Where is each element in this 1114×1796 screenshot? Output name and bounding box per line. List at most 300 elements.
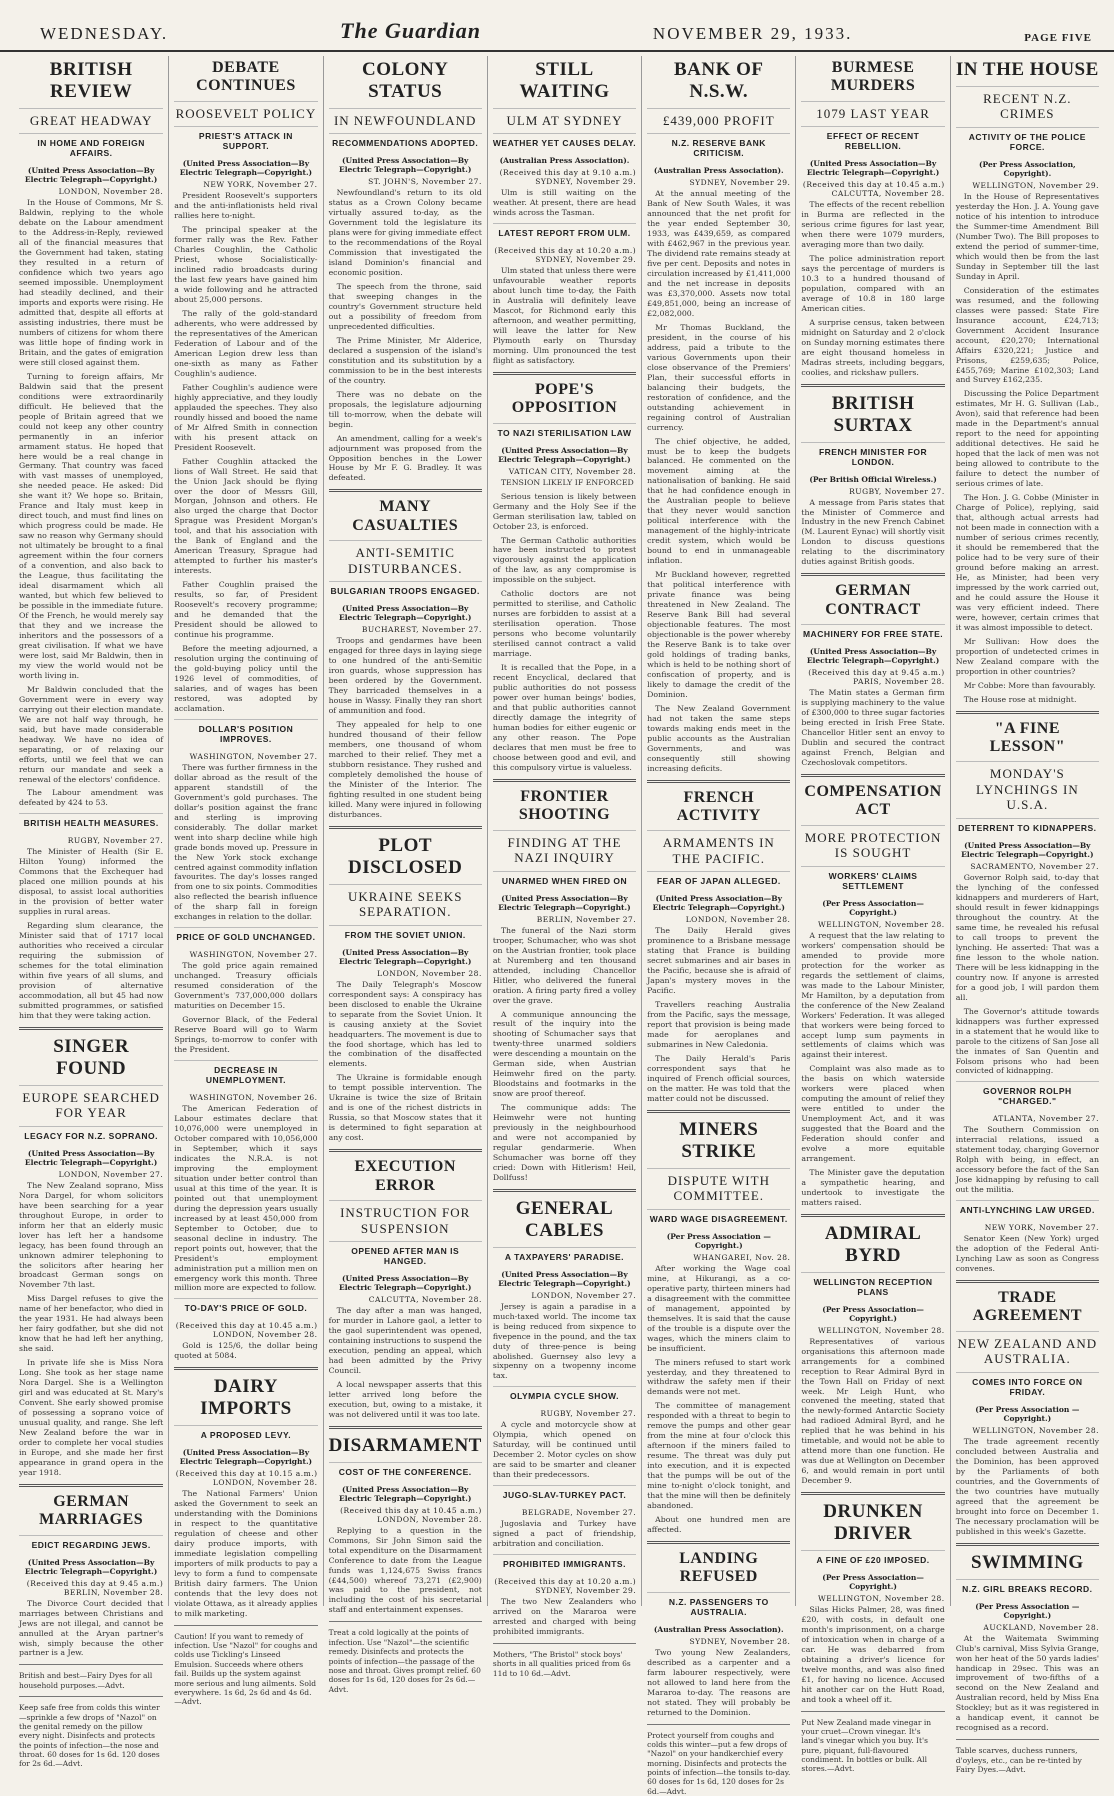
article-section-heading: JUGO-SLAV-TURKEY PACT. (493, 1485, 636, 1500)
article-section-heading: OLYMPIA CYCLE SHOW. (493, 1386, 636, 1401)
article (19, 1027, 163, 1478)
article-paragraph: The German Catholic authorities have been instructed to protest vigorously against the application of the law, as any compromise is impossible on the subject. (492, 535, 637, 585)
press-credit: (United Press Association—By Electric Telegraph—Copyright.) (338, 947, 472, 966)
article-section-heading: PROHIBITED IMMIGRANTS. (493, 1554, 636, 1569)
article-subhead: ARMAMENTS IN THE PACIFIC. (647, 830, 790, 866)
dateline: LONDON, November 27. (531, 1290, 637, 1300)
article-paragraph: There was further firmness in the dollar abroad as the result of the apparent standstill of the Government's gold purchases. The dollar's position against the franc and sterling is improving considerably. The dollar market went into sharp decline while high grade bonds moved up. Pressure in the New York stock exchange centred against commodity inflation favourites. The day's losses ranged from one to six points. Commodities also reflected the bearish influence of the sharp fall in foreign exchanges in relation to the dollar. (174, 762, 318, 922)
article (493, 1386, 636, 1480)
advertisement: Table scarves, duchess runners, d'oyleys, etc., can be re-tinted by Fairy Dyes.—Advt. (955, 1746, 1082, 1775)
article-paragraph: Mr Thomas Buckland, the president, in the course of his address, paid a tribute to the various Governments upon their close observance of the Premiers' Plan, their successful efforts in balancing their budgets, the restoration of confidence, and the outstanding achievement in regaining control of Australian currency. (647, 322, 791, 432)
column-1 (14, 56, 168, 1769)
article-section-heading: PRICE OF GOLD UNCHANGED. (174, 927, 317, 942)
dateline: WELLINGTON, November 28. (972, 1426, 1099, 1436)
article-section-heading: TO NAZI STERILISATION LAW (493, 423, 636, 438)
article-paragraph: The police administration report says the percentage of murders is 10.3 to a hundred thousand of population, compared with an average of 10.8 in 180 large American cities. (801, 254, 945, 314)
article-paragraph: At the Waitemata Swimming Club's carnival, Miss Sylvia Grange, won her heat of the 50 yards ladies' handicap in 29sec. This was an improvement of two-fifths of a second on the New Zealand and Australian record, held by Miss Ena Stockley; but as it was registered in a handicap event, it cannot be recognised as a record. (955, 1633, 1099, 1733)
article-paragraph: A communique announcing the result of the inquiry into the shooting of Schumacher says that twenty-three unarmed soldiers were descending a mountain on the German side, when Austrian Heimwehr fired on the party. Bloodstains and footmarks in the snow are proof thereof. (492, 1009, 637, 1099)
article-paragraph: The New Zealand soprano, Miss Nora Dargel, for whom solicitors have been searching for a year throughout Europe, in order to inform her that an elderly music lover has left her a handsome legacy, has been found through an unknown admirer telephoning to the solicitors after hearing her broadcast German songs on November 7th last. (19, 1180, 164, 1290)
article-divider (647, 1110, 790, 1113)
dateline: (Received this day at 9.45 a.m.) PARIS, November 28. (808, 668, 945, 687)
dateline: RUGBY, November 27. (849, 486, 945, 496)
article-section-heading: OPENED AFTER MAN IS HANGED. (329, 1241, 482, 1266)
article-paragraph: Serious tension is likely between Germany and the Holy See if the German sterilisation law, tabled on October 23, is enforced. (492, 491, 637, 531)
article-paragraph: The miners refused to start work yesterday, and they threatened to withdraw the safety men if their demands were not met. (647, 1357, 791, 1397)
press-credit: (Per Press Association — Copyright.) (975, 1405, 1080, 1424)
article-section-heading: A PROPOSED LEVY. (174, 1425, 317, 1440)
press-credit: (United Press Association—By Electric Telegraph—Copyright.) (338, 156, 472, 175)
article-section-heading: GOVERNOR ROLPH "CHARGED." (956, 1081, 1099, 1106)
article-headline: MINERS STRIKE (679, 1118, 759, 1162)
article-paragraph: Mr Buckland however, regretted that political interference with private finance was being threatened in New Zealand. The Reserve Bank Bill had several objectionable features. The most objectionable is the power whereby the Reserve Bank is to take over gold holdings of trading banks, which is held to be nothing short of confiscation of property, and is likely to damage the credit of the Dominion. (647, 570, 791, 699)
article-paragraph: The Labour amendment was defeated by 424 to 53. (19, 788, 164, 808)
masthead-title: The Guardian (340, 18, 482, 43)
article-paragraph: A cycle and motorcycle show at Olympia, which opened on Saturday, will be continued until December 2. Motor cycles on show are said to be smarter and cleaner than their predecessors. (492, 1420, 637, 1480)
article-paragraph: The Hon. J. G. Cobbe (Minister in Charge of Police), replying, said that, although actual arrests had not been made in connection with a number of serious crimes recently, it should be remembered that the police had to be very sure of their ground before making an arrest. He, as Minister, had been very impressed by the work carried out, and he could assure the House it was very efficient indeed. There were, however, certain crimes that it was almost impossible to detect. (955, 493, 1099, 632)
press-credit: (Australian Press Association). (653, 1624, 784, 1634)
article-headline: MANY CASUALTIES (352, 498, 459, 534)
article-section-heading: DETERRENT TO KIDNAPPERS. (956, 818, 1099, 833)
dateline: NEW YORK, November 27. (984, 1223, 1099, 1233)
article-divider (956, 1543, 1099, 1546)
article-subhead: ULM AT SYDNEY (493, 108, 636, 129)
article-headline: STILL WAITING (519, 59, 610, 102)
article-headline: DAIRY IMPORTS (200, 1376, 292, 1420)
article-paragraph: Turning to foreign affairs, Mr Baldwin said that the present conditions were extraordinarily difficult. He believed that the people of Britain agreed that we could not keep any other country permanently in an inferior armament status. He hoped that here would be a real change in Germany. That country was faced with vast masses of unemployed, she needed peace. He asked: Did she want it? We hope so. Britain, France and Italy must keep in direct touch, and must find lines on which progress could be made. He saw no reason why Germany should not ultimately be brought to a final agreement within the four corners of a convention, and also back to the League, thus facilitating the ideal disarmament which all wanted, but which few believed to be possible in the immediate future. Of the French, he would merely say that they and we increase the inheritors and the possessors of a great civilisation. If what we have were lost, said Mr Baldwin, then in my view the world would not be worth living in. (19, 371, 164, 680)
article (956, 1081, 1099, 1195)
article-section-heading: BULGARIAN TROOPS ENGAGED. (329, 581, 482, 596)
press-credit: (United Press Association—By Electric Telegraph—Copyright.) (338, 604, 472, 623)
article (956, 59, 1099, 705)
article-paragraph: The Prime Minister, Mr Alderice, declared a suspension of the island's constitution and its substitution by a commission to be in the best interests of the country. (328, 335, 482, 385)
article (174, 1367, 317, 1618)
press-credit: (Per Press Association—Copyright.) (822, 898, 924, 917)
article-paragraph: The National Farmers' Union asked the Government to seek an understanding with the Dominions in respect to the quantitative regulation of cheese and other dairy produce imports, with immediate legislation compelling importers of milk products to pay a levy to form a fund to compensate British dairy farmers. The Union contends that the levy does not violate Ottawa, as it already applies to milk marketing. (174, 1489, 318, 1618)
article-headline: SINGER FOUND (53, 1035, 130, 1079)
column-6 (795, 56, 949, 1774)
dateline: CALCUTTA, November 28. (368, 1295, 482, 1305)
dateline: WELLINGTON, November 29. (972, 181, 1099, 191)
article (647, 59, 790, 774)
article-paragraph: Governor Rolph said, to-day that the lynching of the confessed kidnappers and murderers of Hart, should result in fewer kidnappings throughout the country. At the same time, he revealed his refusal to call troops to prevent the lynching. He asserted: That was a fine lesson to the whole nation. There will be less kidnapping in the country now. If anyone is arrested for a good job, I will pardon them all. (955, 873, 1099, 1002)
article-section-heading: DOLLAR'S POSITION IMPROVES. (174, 719, 317, 744)
article-section-heading: FROM THE SOVIET UNION. (329, 925, 482, 940)
press-credit: (United Press Association—By Electric Telegraph—Copyright.) (498, 1269, 631, 1288)
article-divider (801, 774, 944, 777)
press-credit: (Australian Press Association). (653, 166, 784, 176)
article-section-heading: WARD WAGE DISAGREEMENT. (647, 1209, 790, 1224)
article-section-heading: WEATHER YET CAUSES DELAY. (493, 133, 636, 148)
article-paragraph: Jersey is again a paradise in a much-taxed world. The income tax is being reduced from sixpence to fivepence in the pound, and the tax duty of three-pence is being abolished. Guernsey also levy a sixpenny on a twopenny income tax. (492, 1301, 637, 1381)
article-section-heading: EDICT REGARDING JEWS. (19, 1535, 163, 1550)
article-paragraph: The day after a man was hanged, for murder in Lahore gaol, a letter to the gaol superintendent was opened, containing instructions to suspend the execution, pending an appeal, which had been admitted by the Privy Council. (328, 1306, 482, 1375)
dateline: WELLINGTON, November 28. (818, 919, 945, 929)
article-section-heading: UNARMED WHEN FIRED ON (493, 871, 636, 886)
dateline: (Received this day at 9.45 a.m.) BERLIN, November 28. (26, 1578, 164, 1597)
article-headline: BANK OF N.S.W. (674, 59, 764, 102)
dateline: WASHINGTON, November 27. (189, 950, 318, 960)
article-section-heading: A FINE OF £20 IMPOSED. (801, 1550, 944, 1565)
advert-divider (493, 1643, 636, 1644)
article-paragraph: A request that the law relating to workers' compensation should be amended to provide more protection for the worker as regards the settlement of claims, was made to the Labour Minister, Mr Hamilton, by a deputation from the conference of the New Zealand Workers' Federation. It was alleged that workers were being forced to accept lump sum payments in settlements of claims which was against their interest. (801, 930, 945, 1060)
press-credit: (United Press Association—By Electric Telegraph—Copyright.) (24, 1557, 158, 1576)
article (801, 774, 944, 1208)
article-divider (801, 1492, 944, 1495)
dateline: (Received this day at 10.45 a.m.) LONDON, November 28. (175, 1321, 318, 1340)
article-headline: SWIMMING (970, 1551, 1084, 1573)
article-headline: FRENCH ACTIVITY (676, 788, 761, 824)
article (956, 1280, 1099, 1537)
article-headline: POPE'S OPPOSITION (511, 380, 618, 417)
advertisement: Treat a cold logically at the points of infection. Use "Nazol"—the scientific remedy. Disinfects and protects the points of infection—the passage of the nose and throat. Gives prompt relief. 60 doses for 1s 6d, 120 doses for 2s 6d.—Advt. (328, 1628, 481, 1694)
article (956, 711, 1099, 1077)
article-paragraph: The House rose at midnight. (963, 694, 1077, 704)
dateline: (Received this day at 9.10 a.m.) SYDNEY, November 29. (499, 168, 637, 187)
article-divider (329, 1149, 482, 1152)
article-section-heading: TO-DAY'S PRICE OF GOLD. (174, 1298, 317, 1313)
article-section-heading: COST OF THE CONFERENCE. (329, 1462, 482, 1477)
article-paragraph: After working the Wage coal mine, at Hikurangi, as a co-operative party, thirteen miners had a disagreement with the committee of management, appointed by themselves. It is said that the cause of the trouble is a dispute over the wages, which the miners claim to be insufficient. (647, 1263, 791, 1353)
article-headline: GENERAL CABLES (515, 1197, 614, 1241)
article-paragraph: The Southern Commission on interracial relations, issued a statement today, charging Governor Rolph with being, in effect, an accessory before the fact of the San Jose kidnapping by refusing to call out the militia. (955, 1125, 1099, 1195)
article-headline: "A FINE LESSON" (989, 719, 1066, 755)
article-subhead: RECENT N.Z. CRIMES (956, 86, 1099, 122)
column-7 (950, 56, 1104, 1775)
masthead-page-number: PAGE FIVE (1024, 32, 1092, 44)
article-paragraph: Catholic doctors are not permitted to sterilise, and Catholic nurses are forbidden to assist at a sterilisation operation. Those persons who become voluntarily sterilised cannot contract a valid marriage. (492, 589, 637, 659)
article-headline: DEBATE CONTINUES (196, 59, 296, 95)
article-paragraph: The funeral of the Nazi storm trooper, Schumacher, who was shot on the Austrian frontier, took place at Nuremberg and ten thousand attended, including Chancellor Hitler, who delivered the funeral oration. A firing party fired a volley over the grave. (492, 925, 637, 1005)
article-subhead: MONDAY'S LYNCHINGS IN U.S.A. (956, 761, 1099, 813)
column-3 (323, 56, 487, 1694)
dateline: WASHINGTON, November 26. (189, 1093, 318, 1103)
advert-divider (647, 1724, 790, 1725)
article-paragraph: The effects of the recent rebellion in Burma are reflected in the serious crime figures for last year, when there were 1079 murders, averaging more than two daily. (801, 200, 945, 250)
article-paragraph: The American Federation of Labour estimates declare that 10,076,000 were unemployed in October compared with 10,056,000 in September, which it says indicates the N.R.A. is not improving the employment situation under better control than usual at this time of the year. It is pointed out that unemployment during the depression years usually increased by at least 450,000 from September to October, due to seasonal decline in industry. The report points out, however, that the President's employment administration put a million men on emergency work this month. Three million more are expected to follow. (174, 1104, 318, 1293)
article-section-heading: DECREASE IN UNEMPLOYMENT. (174, 1060, 317, 1085)
article-paragraph: The Governor's attitude towards kidnappers was further expressed in a statement that he would like to parole to the citizens of San Jose all the inmates of San Quentin and Folsom prisons who had been convicted of kidnapping. (955, 1006, 1099, 1076)
article-paragraph: The Matin states a German firm is supplying machinery to the value of £300,000 to three sugar factories being erected in Irish Free State. Chancellor Hitler sent an envoy to Dublin and secured the contract against French, Belgian and Czechoslovak competitors. (801, 688, 945, 767)
article-paragraph: Regarding slum clearance, the Minister said that of 1717 local authorities who received a circular requiring the submission of schemes for the total elimination within five years of all slums, and provision of alternative accommodation, all but 45 had now submitted programmes, or satisfied him that they were taking action. (19, 921, 164, 1020)
article-paragraph: In the House of Commons, Mr S. Baldwin, replying to the whole debate on the Labour amendment to the Address-in-Reply, reviewed all of the financial measures that the Government had taken, stating they resulted in a return of confidence which two years ago seemed impossible. Unemployment had steadily declined, and their imports and exports were rising. He admitted that, despite all efforts at assisting industries, there must be numbers of citizens for whom there was little hope of finding work in Britain, and the gates of emigration were still closed against them. (19, 198, 164, 367)
dateline: WELLINGTON, November 28. (818, 1593, 945, 1603)
advert-divider (801, 1711, 944, 1712)
columns-container (14, 56, 1104, 1796)
article-subhead: IN NEWFOUNDLAND (329, 108, 482, 129)
article-divider (493, 1189, 636, 1192)
dateline: RUGBY, November 27. (67, 836, 164, 846)
article-paragraph: Replying to a question in the Commons, Sir John Simon said the total expenditure on the Disarmament Conference to date from the League funds was 1,124,675 Swiss francs (£44,500) whereof 73,271 (£2,900) was paid to the president, not including the cost of his secretarial staff and entertainment expenses. (328, 1525, 482, 1615)
press-credit: (Per Press Association—Copyright.) (822, 1572, 924, 1591)
article-section-heading: EFFECT OF RECENT REBELLION. (801, 126, 944, 151)
article (329, 489, 482, 819)
article (19, 813, 163, 1020)
dateline: WHANGAREI, Nov. 28. (693, 1252, 791, 1262)
article-subhead: ROOSEVELT POLICY (174, 101, 317, 122)
article-paragraph: Travellers reaching Australia from the Pacific, says the message, report that provision is being made made for aeroplanes and submarines in New Caledonia. (647, 1000, 791, 1050)
article-paragraph: The Divorce Court decided that marriages between Christians and Jews are not illegal, and cannot be annulled at the Aryan partner's wish, simply because the other partner is a Jew. (19, 1598, 164, 1658)
article (329, 59, 482, 483)
article-headline: GERMAN MARRIAGES (39, 1492, 144, 1529)
article (19, 59, 163, 808)
article (493, 1485, 636, 1549)
article-paragraph: TENSION LIKELY IF ENFORCED (500, 477, 634, 487)
article (329, 1149, 482, 1420)
advertisement: Protect yourself from coughs and colds this winter—put a few drops of "Nazol" on your handkerchief every morning. Disinfects and protects the points of infection—the tonsils to-day. 60 doses for 1s 6d, 120 doses for 2s 6d.—Advt. (647, 1730, 791, 1796)
article-paragraph: Father Coughlin attacked the lions of Wall Street. He said that the Union Jack should be flying over the door of Messrs Gill, Morgan, Johnson and others. He also urged the charge that Doctor Sprague was President Morgan's tool, and that his association with the Bank of England and the American Treasury, Sprague had attempted to further his master's interests. (174, 456, 318, 576)
article-divider (329, 826, 482, 829)
dateline: (Received this day at 10.20 a.m.) SYDNEY, November 29. (494, 1577, 637, 1596)
dateline: LONDON, November 28. (58, 187, 164, 197)
article (174, 1298, 317, 1361)
dateline: BERLIN, November 27. (536, 914, 637, 924)
article (493, 223, 636, 366)
advertisement: Caution! If you want to remedy of infection. Use "Nazol" for coughs and colds use Tickling's Linseed Emulsion. Succeeds where others fail. Builds up the system against more serious and lung ailments. Sold everywhere. 1s 6d, 2s 6d and 4s 6d.—Advt. (174, 1631, 318, 1707)
press-credit: (United Press Association—By Electric Telegraph—Copyright.) (338, 1484, 472, 1503)
article-paragraph: The committee of management responded with a threat to begin to remove the pumps and other gear from the mine at four o'clock this afternoon if the miners failed to resume. The threat was duly put into execution, and it is expected that the pumps will be out of the mine to-night o'clock tonight, and that the mine will then be definitely abandoned. (647, 1401, 791, 1511)
article (801, 1214, 944, 1486)
article-headline: ADMIRAL BYRD (824, 1222, 922, 1266)
article-headline: IN THE HOUSE (955, 59, 1099, 80)
article-paragraph: About one hundred men are affected. (647, 1515, 791, 1535)
press-credit: (United Press Association—By Electric Telegraph—Copyright.) (498, 893, 631, 912)
article-paragraph: The Daily Herald's Paris correspondent says that he inquired of French official sources, on the matter. He was told that the matter could not be discussed. (647, 1054, 791, 1103)
article-paragraph: Discussing the Police Department estimates, Mr H. G. Sullivan (Lab., Avon), said that reference had been made in the Department's annual report to the need for appointing additional detectives. He said he hoped that the lack of men was not being allowed to contribute to the failure to detect the number of serious crimes of late. (955, 389, 1099, 489)
article (801, 59, 944, 378)
article-subhead: ANTI-SEMITIC DISTURBANCES. (329, 540, 482, 576)
article-section-heading: LATEST REPORT FROM ULM. (493, 223, 636, 238)
article-paragraph: In private life she is Miss Nora Long. She took as her stage name Nora Dargel. She is a Wellington girl and was educated at St. Mary's Convent. She early showed promise of possessing a soprano voice of unusual quality, and range. She left New Zealand before the war in order to complete her vocal studies in Europe, and she made her first appearance in grand opera in the year 1918. (19, 1358, 164, 1477)
article-headline: FRONTIER SHOOTING (518, 787, 611, 824)
article-divider (329, 489, 482, 492)
article-paragraph: The Daily Telegraph's Moscow correspondent says: A conspiracy has been disclosed to enable the Ukraine to separate from the Soviet Union. It is causing anxiety at the Soviet headquarters. The movement is due to the food shortage, which has led to the combination of the disaffected elements. (328, 979, 482, 1069)
article (801, 573, 944, 768)
dateline: SACRAMENTO, November 27. (970, 862, 1099, 872)
article-section-heading: WELLINGTON RECEPTION PLANS (801, 1272, 944, 1297)
article-paragraph: The Ukraine is formidable enough to tempt possible intervention. The Ukraine is twice the size of Britain and is one of the richest districts in Russia, so that Moscow states that it is determined to fight separation at any cost. (328, 1073, 482, 1143)
advert-divider (174, 1625, 317, 1626)
article-subhead: GREAT HEADWAY (19, 108, 163, 129)
press-credit: (United Press Association—By Electric Telegraph—Copyright.) (179, 159, 313, 178)
masthead-date: NOVEMBER 29, 1933. (652, 24, 853, 43)
article-paragraph: There was no debate on the proposals, the legislature adjourning till to-morrow, when the debate will begin. (328, 389, 482, 429)
article-subhead: DISPUTE WITH COMMITTEE. (647, 1168, 790, 1204)
dateline: LONDON, November 27. (58, 1169, 164, 1179)
dateline: WELLINGTON, November 28. (818, 1325, 945, 1335)
advert-divider (19, 1664, 163, 1665)
article-divider (956, 1280, 1099, 1283)
article-divider (493, 372, 636, 375)
article-divider (19, 1027, 163, 1030)
press-credit: (United Press Association—By Electric Telegraph—Copyright.) (498, 445, 631, 464)
article-paragraph: At the annual meeting of the Bank of New South Wales, it was announced that the net profit for the year ended September 30, 1933, was £439,659, as compared with £462,967 in the previous year. The dividend rate remains steady at five per cent. Deposits and notes in circulation increased by £1,411,000 and the net increase in deposits was £3,370,000. Assets now total £49,851,000, being an increase of £2,082,000. (647, 189, 791, 318)
article-paragraph: The two New Zealanders who arrived on the Mararoa were arrested and charged with being prohibited immigrants. (492, 1597, 637, 1637)
article-paragraph: The chief objective, he added, must be to keep the budgets balanced. He commented on the movement aiming at the nationalisation of banking. He said that he had confidence enough in the Australian people to believe that they never would sanction political interference with the management of the highly-intricate credit system, which would be bound to end in unmanageable inflation. (647, 436, 791, 566)
article (329, 1426, 482, 1616)
article (647, 1541, 790, 1718)
article-paragraph: Father Coughlin's audience were highly appreciative, and they loudly applauded the speeches. They also roundly hissed and booed the name of Mr Alfred Smith in connection with his present attack on President Roosevelt. (174, 382, 318, 452)
advert-divider (329, 1621, 482, 1622)
article-paragraph: An amendment, calling for a week's adjournment was proposed from the Opposition benches in the Lower House by Mr F. G. Bradley. It was defeated. (328, 433, 482, 483)
article-paragraph: Consideration of the estimates was resumed, and the following classes were passed: State Fire Insurance account, £24,713; Government Accident Insurance account, £20,270; International Affairs £320,221; Justice and Prisons, £259,635; Police, £455,769; Marine £102,303; Land and Survey £162,235. (955, 285, 1099, 385)
dateline: RUGBY, November 27. (540, 1409, 637, 1419)
press-credit: (Per Press Association — Copyright.) (666, 1231, 771, 1250)
article-subhead: UKRAINE SEEKS SEPARATION. (329, 884, 482, 920)
advertisement: Put New Zealand made vinegar in your cruet—Crown vinegar. It's land's vinegar which you buy. It's pure, piquant, full-flavoured condiment. In bottles or bulk. All stores.—Advt. (801, 1717, 932, 1774)
dateline: BUCHAREST, November 27. (361, 625, 482, 635)
article (493, 1554, 636, 1637)
article-divider (801, 384, 944, 387)
article-paragraph: Ulm stated that unless there were unfavourable weather reports about lunch time to-day, the Faith in Australia will definitely leave Mascot, for Richmond early this afternoon, and weather permitting, will leave the latter for New Plymouth early on Thursday morning. Ulm pronounced the test flight as satisfactory. (492, 266, 637, 365)
article-divider (647, 1541, 790, 1544)
article-paragraph: President Roosevelt's supporters and the anti-inflationists held rival rallies here to-night. (174, 191, 318, 221)
article-paragraph: The Minister gave the deputation a sympathetic hearing, and undertook to investigate the matters raised. (801, 1168, 945, 1207)
article (956, 1543, 1099, 1734)
article-paragraph: The Minister of Health (Sir E. Hilton Young) informed the Commons that the Exchequer had placed one million pounds at his disposal, to assist local authorities in the provision of better water supplies in rural areas. (19, 847, 164, 917)
article-section-heading: IN HOME AND FOREIGN AFFAIRS. (19, 133, 163, 158)
press-credit: (Australian Press Association). (499, 156, 630, 166)
article (493, 779, 636, 1183)
article-paragraph: Senator Keen (New York) urged the adoption of the Federal Anti-Lynching Law as soon as Congress convenes. (955, 1234, 1099, 1274)
column-5 (641, 56, 795, 1796)
article-headline: COLONY STATUS (362, 59, 449, 102)
advertisement: Keep safe free from colds this winter—sprinkle a few drops of "Nazol" on the genital remedy on the pillow every night. Disinfects and protects the points of infection—the nose and throat. 60 doses for 1s 6d. 120 doses for 2s 6d.—Advt. (19, 1703, 160, 1769)
article-paragraph: Mr Cobbe: More than favourably. (963, 680, 1096, 690)
article-section-heading: LEGACY FOR N.Z. SOPRANO. (19, 1126, 163, 1141)
article (493, 1189, 636, 1381)
masthead-day: WEDNESDAY. (40, 24, 169, 43)
press-credit: (United Press Association—By Electric Telegraph—Copyright.) (24, 166, 158, 185)
article-paragraph: A local newspaper asserts that this letter arrived long before the execution, but, owing to a mistake, it was not delivered until it was too late. (328, 1379, 482, 1419)
article-headline: DISARMAMENT (328, 1434, 482, 1456)
article-section-heading: ANTI-LYNCHING LAW URGED. (956, 1200, 1099, 1215)
article-section-heading: FEAR OF JAPAN ALLEGED. (647, 871, 790, 886)
column-4 (487, 56, 641, 1678)
article-divider (956, 711, 1099, 714)
article-headline: EXECUTION ERROR (354, 1158, 456, 1194)
press-credit: (United Press Association—By Electric Telegraph—Copyright.) (806, 159, 940, 178)
article-paragraph: It is recalled that the Pope, in a recent Encyclical, declared that public authorities do not possess power over human beings' bodies, and that public authorities cannot directly damage the integrity of human bodies for either eugenic or any other reason. The Pope declares that men must be free to choose between good and evil, and this compulsory virtue is valueless. (492, 663, 637, 772)
article-section-heading: COMES INTO FORCE ON FRIDAY. (956, 1372, 1099, 1397)
article-paragraph: They appealed for help to one hundred thousand of their fellow members, one thousand of whom marched to their relief. They met a stubborn resistance. They rushed and completely demolished the house of the Minister of the Interior. The fighting resulted in one student being killed. Many were injured in following disturbances. (328, 720, 482, 819)
dateline: LONDON, November 28. (685, 915, 791, 925)
press-credit: (Per British Official Wireless.) (809, 474, 937, 484)
article-subhead: MORE PROTECTION IS SOUGHT (801, 825, 944, 861)
article-paragraph: Complaint was also made as to the basis on which waterside workers were placed when computing the amount of relief they were entitled to under the Unemployment Act, and it was suggested that the Board and the Federation should confer and evolve a more equitable arrangement. (801, 1064, 945, 1164)
article-paragraph: The New Zealand Government had not taken the same steps towards making ends meet in the public accounts as the Australian Governments, and was consequently still showing increasing deficits. (647, 703, 791, 773)
article (801, 1492, 944, 1704)
article-paragraph: Mr Sullivan: How does the proportion of undetected crimes in New Zealand compare with the proportion in other countries? (955, 636, 1099, 676)
article (647, 780, 790, 1104)
article-divider (329, 1426, 482, 1429)
dateline: WASHINGTON, November 27. (189, 751, 318, 761)
article-section-heading: ACTIVITY OF THE POLICE FORCE. (956, 127, 1099, 152)
dateline: VATICAN CITY, November 28. (508, 466, 637, 476)
article-subhead: 1079 LAST YEAR (801, 101, 944, 122)
article-paragraph: The principal speaker at the former rally was the Rev. Father Charles Coughlin, the Catholic Priest, whose Socialistically-inclined radio broadcasts during the last few years have gained him a wide following and he attracted about 25,000 persons. (174, 225, 318, 305)
article (174, 1060, 317, 1293)
press-credit: (United Press Association—By Electric Telegraph—Copyright.) (806, 647, 940, 666)
press-credit: (Per Press Association — Copyright.) (975, 1601, 1080, 1620)
article-section-heading: N.Z. RESERVE BANK CRITICISM. (647, 133, 790, 158)
article (329, 826, 482, 1143)
article-paragraph: Governor Black, of the Federal Reserve Board will go to Warm Springs, to-morrow to confer with the President. (174, 1015, 318, 1055)
article-divider (19, 1484, 163, 1487)
press-credit: (United Press Association—By Electric Telegraph—Copyright.) (179, 1448, 313, 1467)
article-subhead: EUROPE SEARCHED FOR YEAR (19, 1085, 163, 1121)
article-paragraph: A message from Paris states that the Minister of Commerce and Industry in the new French Cabinet (M. Laurent Eynac) will shortly visit London to discuss questions relating to the discriminatory duties against British goods. (801, 497, 945, 567)
article-section-heading: A TAXPAYERS' PARADISE. (493, 1247, 636, 1262)
press-credit: (United Press Association—By Electric Telegraph—Copyright.) (961, 841, 1094, 860)
article-paragraph: A surprise census, taken between midnight on Saturday and 2 o'clock on Sunday morning estimates there are eight thousand homeless in Madras streets, including beggars, coolies, and rickshaw pullers. (801, 318, 945, 377)
advertisement: British and best—Fairy Dyes for all household purposes.—Advt. (19, 1671, 153, 1690)
article-subhead: INSTRUCTION FOR SUSPENSION (329, 1200, 482, 1236)
article-section-heading: BRITISH HEALTH MEASURES. (19, 813, 163, 828)
article-section-heading: FRENCH MINISTER FOR LONDON. (801, 442, 944, 467)
article (174, 719, 317, 923)
dateline: BELGRADE, November 27. (521, 1508, 637, 1518)
article-divider (801, 573, 944, 576)
article-paragraph: Silas Hicks Palmer, 28, was fined £20, with costs, in default one month's imprisonment, on a charge of intoxication when in charge of a car. He was debarred from obtaining a driver's licence for twelve months, and was also fined £1, for having no licence. Accused hit another car on the Hutt Road, and took a wheel off it. (801, 1604, 945, 1704)
article (801, 384, 944, 567)
article-paragraph: The trade agreement recently concluded between Australia and the Dominion, has been approved by the Parliaments of both countries, and the Governments of the two countries have mutually agreed that the agreement be brought into force on December 1. The necessary proclamation will be published in this week's Gazette. (955, 1437, 1099, 1536)
article-headline: DRUNKEN DRIVER (823, 1501, 923, 1545)
article-section-heading: PRIEST'S ATTACK IN SUPPORT. (174, 126, 317, 151)
article-headline: PLOT DISCLOSED (348, 834, 463, 878)
article-divider (801, 1214, 944, 1217)
article (956, 1200, 1099, 1274)
press-credit: (United Press Association—By Electric Telegraph—Copyright.) (652, 894, 785, 913)
article-paragraph: The rally of the gold-standard adherents, who were addressed by the representatives of the American Federation of Labour and of the American Legion drew less than one-sixth as many as Father Coughlin's audience. (174, 309, 318, 378)
article-headline: GERMAN CONTRACT (825, 582, 921, 618)
advertisement: Mothers, "The Bristol" stock boys' shorts in all qualities priced from 6s 11d to 10 6d.—Advt. (492, 1650, 631, 1678)
column-2 (168, 56, 322, 1707)
article-paragraph: Representatives of various organisations this afternoon made arrangements for a combined reception to Rear Admiral Byrd in the Town Hall on Friday of next week. Mr Leigh Hunt, who convened the meeting, stated that the newly-formed Antarctic Society had radioed Admiral Byrd, and he replied that he was behind in his timetable, and would not be able to attend more than one function. He was due at Wellington on December 6, and would remain in port until December 9. (801, 1336, 945, 1486)
article-headline: LANDING REFUSED (679, 1550, 759, 1586)
press-credit: (United Press Association—By Electric Telegraph—Copyright.) (338, 1274, 472, 1293)
article-paragraph: The communique adds: The Heimwehr were not hunting previously in the neighbourhood and were not accompanied by regular gendarmerie. When Schumacher was borne off they cried: Down with Hitlerism! Heil, Dollfuss! (492, 1103, 637, 1182)
article-headline: TRADE AGREEMENT (972, 1289, 1083, 1325)
article (19, 1484, 163, 1659)
press-credit: (Per Press Association, Copyright). (979, 160, 1076, 179)
article-paragraph: Miss Dargel refuses to give the name of her benefactor, who died in the year 1931. He had always been her fairy godfather, but she did not know that he had left her anything, she said. (19, 1294, 164, 1354)
dateline: SYDNEY, November 29. (689, 178, 791, 188)
press-credit: (Per Press Association—Copyright.) (822, 1304, 924, 1323)
article-section-heading: WORKERS' CLAIMS SETTLEMENT (801, 866, 944, 891)
article-section-heading: MACHINERY FOR FREE STATE. (801, 624, 944, 639)
dateline: AUCKLAND, November 28. (983, 1622, 1099, 1632)
article-subhead: NEW ZEALAND AND AUSTRALIA. (956, 1331, 1099, 1367)
article-paragraph: The speech from the throne, said that sweeping changes in the country's Government structure held out a possibility of freedom from unprecedented difficulties. (328, 282, 482, 331)
dateline: SYDNEY, November 28. (689, 1636, 791, 1646)
article-section-heading: RECOMMENDATIONS ADOPTED. (329, 133, 482, 148)
press-credit: (United Press Association—By Electric Telegraph—Copyright.) (24, 1148, 158, 1167)
article-paragraph: Father Coughlin praised the results, so far, of President Roosevelt's recovery programme; and he demanded that the President should be allowed to continue his programme. (174, 580, 318, 640)
article-divider (647, 780, 790, 783)
article-paragraph: Jugoslavia and Turkey have signed a pact of friendship, arbitration and conciliation. (492, 1519, 637, 1549)
article (174, 927, 317, 1055)
article-headline: COMPENSATION ACT (804, 782, 942, 819)
article-paragraph: The Daily Herald gives prominence to a Brisbane message stating that France is building secret submarines and air bases in the Pacific, because she is afraid of Japan's mystery moves in the Pacific. (647, 926, 791, 996)
article-subhead: £439,000 PROFIT (647, 108, 790, 129)
article-divider (493, 779, 636, 782)
article-section-heading: N.Z. GIRL BREAKS RECORD. (956, 1579, 1099, 1594)
article (647, 1110, 790, 1535)
article-headline: BRITISH SURTAX (831, 392, 915, 436)
article-section-heading: N.Z. PASSENGERS TO AUSTRALIA. (647, 1592, 790, 1617)
article-paragraph: Mr Baldwin concluded that the Government were in every way carrying out their election mandate. We are not half way through, he said, but have made considerable headway. We have no idea of separating, or of relaxing our efforts, until we feel that we can return our mandate and seek a renewal of the electors' confidence. (19, 684, 164, 784)
article-paragraph: Before the meeting adjourned, a resolution urging the continuing of the gold-buying policy until the 1926 level of commodities, of salaries, and of wages has been restored, was adopted by acclamation. (174, 644, 318, 713)
